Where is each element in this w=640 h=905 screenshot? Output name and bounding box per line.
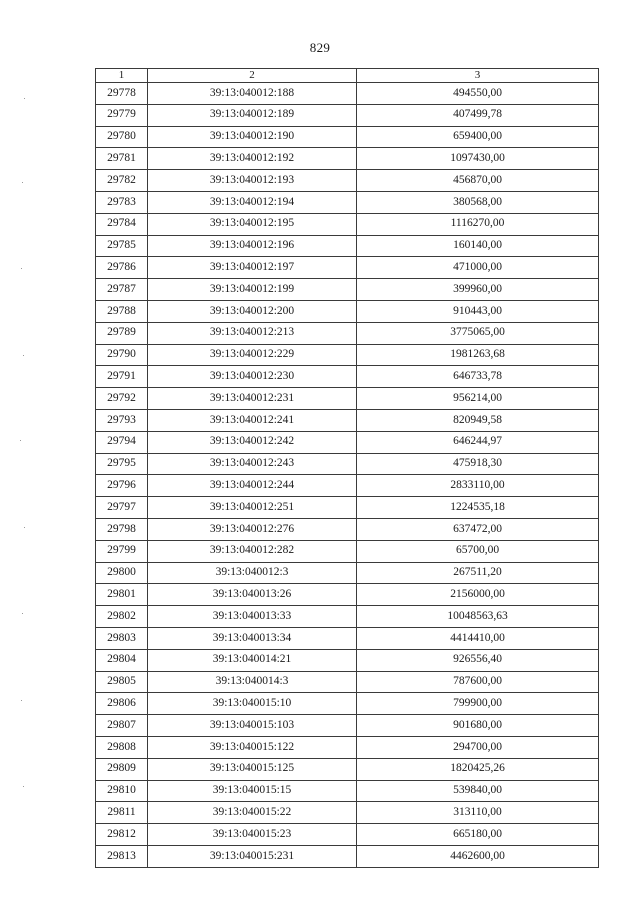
- cadastral-value-cell: 380568,00: [357, 191, 599, 213]
- cadastral-value-cell: 475918,30: [357, 453, 599, 475]
- cadastral-number-cell: 39:13:040015:23: [148, 824, 357, 846]
- cadastral-number-cell: 39:13:040012:213: [148, 322, 357, 344]
- row-number-cell: 29802: [96, 606, 148, 628]
- table-row: [96, 191, 599, 213]
- cadastral-number-cell: 39:13:040012:190: [148, 126, 357, 148]
- table-row: [96, 627, 599, 649]
- column-header-2: 2: [148, 69, 357, 83]
- row-number-cell: 29812: [96, 824, 148, 846]
- cadastral-value-cell: 471000,00: [357, 257, 599, 279]
- cadastral-value-cell: 659400,00: [357, 126, 599, 148]
- table-row: [96, 300, 599, 322]
- cadastral-number-cell: 39:13:040012:200: [148, 300, 357, 322]
- table-row: [96, 497, 599, 519]
- row-number-cell: 29813: [96, 845, 148, 867]
- cadastral-value-cell: 665180,00: [357, 824, 599, 846]
- table-body: [96, 83, 599, 868]
- cadastral-number-cell: 39:13:040015:122: [148, 736, 357, 758]
- cadastral-number-cell: 39:13:040015:10: [148, 693, 357, 715]
- scan-speck: [23, 355, 24, 356]
- cadastral-value-cell: 820949,58: [357, 409, 599, 431]
- cadastral-number-cell: 39:13:040015:22: [148, 802, 357, 824]
- cadastral-number-cell: 39:13:040012:197: [148, 257, 357, 279]
- cadastral-number-cell: 39:13:040013:33: [148, 606, 357, 628]
- cadastral-value-cell: 910443,00: [357, 300, 599, 322]
- cadastral-number-cell: 39:13:040012:241: [148, 409, 357, 431]
- scan-speck: [24, 527, 25, 528]
- row-number-cell: 29798: [96, 518, 148, 540]
- column-header-1: 1: [96, 69, 148, 83]
- row-number-cell: 29788: [96, 300, 148, 322]
- cadastral-value-cell: 494550,00: [357, 83, 599, 105]
- scan-speck: [24, 98, 25, 99]
- row-number-cell: 29806: [96, 693, 148, 715]
- cadastral-value-cell: 901680,00: [357, 715, 599, 737]
- table-row: [96, 736, 599, 758]
- cadastral-number-cell: 39:13:040012:251: [148, 497, 357, 519]
- cadastral-value-cell: 637472,00: [357, 518, 599, 540]
- table-row: [96, 322, 599, 344]
- cadastral-value-cell: 10048563,63: [357, 606, 599, 628]
- table-row: [96, 104, 599, 126]
- scan-speck: [23, 786, 24, 787]
- table-row: [96, 475, 599, 497]
- cadastral-value-cell: 4414410,00: [357, 627, 599, 649]
- cadastral-number-cell: 39:13:040015:231: [148, 845, 357, 867]
- cadastral-number-cell: 39:13:040012:194: [148, 191, 357, 213]
- cadastral-value-cell: 1981263,68: [357, 344, 599, 366]
- table-row: [96, 235, 599, 257]
- table-row: [96, 518, 599, 540]
- scan-speck: [21, 700, 22, 701]
- table-row: [96, 562, 599, 584]
- cadastral-value-cell: 1116270,00: [357, 213, 599, 235]
- row-number-cell: 29807: [96, 715, 148, 737]
- cadastral-value-cell: 267511,20: [357, 562, 599, 584]
- cadastral-value-cell: 926556,40: [357, 649, 599, 671]
- cadastral-number-cell: 39:13:040012:242: [148, 431, 357, 453]
- cadastral-number-cell: 39:13:040012:195: [148, 213, 357, 235]
- row-number-cell: 29811: [96, 802, 148, 824]
- cadastral-number-cell: 39:13:040013:26: [148, 584, 357, 606]
- table-row: [96, 780, 599, 802]
- row-number-cell: 29808: [96, 736, 148, 758]
- table-row: [96, 584, 599, 606]
- table-row: [96, 845, 599, 867]
- cadastral-value-cell: 799900,00: [357, 693, 599, 715]
- cadastral-value-cell: 4462600,00: [357, 845, 599, 867]
- row-number-cell: 29781: [96, 148, 148, 170]
- cadastral-value-table: [95, 68, 599, 868]
- table-row: [96, 126, 599, 148]
- row-number-cell: 29779: [96, 104, 148, 126]
- cadastral-value-cell: 2156000,00: [357, 584, 599, 606]
- scan-speck: [22, 613, 23, 614]
- cadastral-value-cell: 1224535,18: [357, 497, 599, 519]
- cadastral-value-cell: 539840,00: [357, 780, 599, 802]
- row-number-cell: 29789: [96, 322, 148, 344]
- table-row: [96, 824, 599, 846]
- cadastral-value-cell: 787600,00: [357, 671, 599, 693]
- table-row: [96, 148, 599, 170]
- table-row: [96, 758, 599, 780]
- cadastral-number-cell: 39:13:040012:196: [148, 235, 357, 257]
- row-number-cell: 29797: [96, 497, 148, 519]
- row-number-cell: 29805: [96, 671, 148, 693]
- row-number-cell: 29782: [96, 170, 148, 192]
- cadastral-number-cell: 39:13:040014:21: [148, 649, 357, 671]
- cadastral-number-cell: 39:13:040012:243: [148, 453, 357, 475]
- column-header-3: 3: [357, 69, 599, 83]
- cadastral-value-cell: 646244,97: [357, 431, 599, 453]
- cadastral-number-cell: 39:13:040012:188: [148, 83, 357, 105]
- table-row: [96, 431, 599, 453]
- cadastral-value-cell: 646733,78: [357, 366, 599, 388]
- cadastral-value-cell: 407499,78: [357, 104, 599, 126]
- cadastral-number-cell: 39:13:040015:125: [148, 758, 357, 780]
- cadastral-value-cell: 399960,00: [357, 279, 599, 301]
- row-number-cell: 29790: [96, 344, 148, 366]
- row-number-cell: 29784: [96, 213, 148, 235]
- table-row: [96, 213, 599, 235]
- cadastral-value-cell: 1097430,00: [357, 148, 599, 170]
- table-row: [96, 344, 599, 366]
- cadastral-value-cell: 2833110,00: [357, 475, 599, 497]
- row-number-cell: 29795: [96, 453, 148, 475]
- scan-speck: [22, 182, 23, 183]
- row-number-cell: 29810: [96, 780, 148, 802]
- table-row: [96, 649, 599, 671]
- cadastral-number-cell: 39:13:040012:193: [148, 170, 357, 192]
- cadastral-number-cell: 39:13:040015:15: [148, 780, 357, 802]
- cadastral-value-cell: 456870,00: [357, 170, 599, 192]
- cadastral-number-cell: 39:13:040012:192: [148, 148, 357, 170]
- cadastral-number-cell: 39:13:040014:3: [148, 671, 357, 693]
- row-number-cell: 29783: [96, 191, 148, 213]
- table-row: [96, 671, 599, 693]
- cadastral-value-cell: 313110,00: [357, 802, 599, 824]
- cadastral-number-cell: 39:13:040013:34: [148, 627, 357, 649]
- cadastral-number-cell: 39:13:040012:199: [148, 279, 357, 301]
- table-row: [96, 409, 599, 431]
- row-number-cell: 29792: [96, 388, 148, 410]
- table-row: [96, 170, 599, 192]
- row-number-cell: 29780: [96, 126, 148, 148]
- cadastral-value-cell: 160140,00: [357, 235, 599, 257]
- row-number-cell: 29794: [96, 431, 148, 453]
- cadastral-number-cell: 39:13:040012:231: [148, 388, 357, 410]
- row-number-cell: 29800: [96, 562, 148, 584]
- table-row: [96, 83, 599, 105]
- cadastral-number-cell: 39:13:040012:189: [148, 104, 357, 126]
- table-row: [96, 388, 599, 410]
- table-row: [96, 279, 599, 301]
- row-number-cell: 29793: [96, 409, 148, 431]
- table-row: [96, 257, 599, 279]
- table-row: [96, 453, 599, 475]
- cadastral-number-cell: 39:13:040012:276: [148, 518, 357, 540]
- row-number-cell: 29804: [96, 649, 148, 671]
- scan-speck: [20, 440, 21, 441]
- cadastral-number-cell: 39:13:040012:282: [148, 540, 357, 562]
- table-row: [96, 540, 599, 562]
- row-number-cell: 29809: [96, 758, 148, 780]
- row-number-cell: 29785: [96, 235, 148, 257]
- table-row: [96, 366, 599, 388]
- cadastral-number-cell: 39:13:040012:229: [148, 344, 357, 366]
- row-number-cell: 29799: [96, 540, 148, 562]
- row-number-cell: 29786: [96, 257, 148, 279]
- cadastral-value-cell: 3775065,00: [357, 322, 599, 344]
- row-number-cell: 29778: [96, 83, 148, 105]
- cadastral-number-cell: 39:13:040012:244: [148, 475, 357, 497]
- row-number-cell: 29803: [96, 627, 148, 649]
- cadastral-value-cell: 294700,00: [357, 736, 599, 758]
- cadastral-number-cell: 39:13:040012:3: [148, 562, 357, 584]
- page-number: 829: [309, 40, 331, 55]
- cadastral-number-cell: 39:13:040012:230: [148, 366, 357, 388]
- table-row: [96, 606, 599, 628]
- cadastral-number-cell: 39:13:040015:103: [148, 715, 357, 737]
- cadastral-value-cell: 956214,00: [357, 388, 599, 410]
- table-row: [96, 693, 599, 715]
- table-row: [96, 715, 599, 737]
- cadastral-value-cell: 1820425,26: [357, 758, 599, 780]
- scan-speck: [21, 268, 22, 269]
- table-row: [96, 802, 599, 824]
- row-number-cell: 29801: [96, 584, 148, 606]
- cadastral-value-cell: 65700,00: [357, 540, 599, 562]
- table-header-row: [96, 69, 599, 83]
- row-number-cell: 29787: [96, 279, 148, 301]
- row-number-cell: 29791: [96, 366, 148, 388]
- row-number-cell: 29796: [96, 475, 148, 497]
